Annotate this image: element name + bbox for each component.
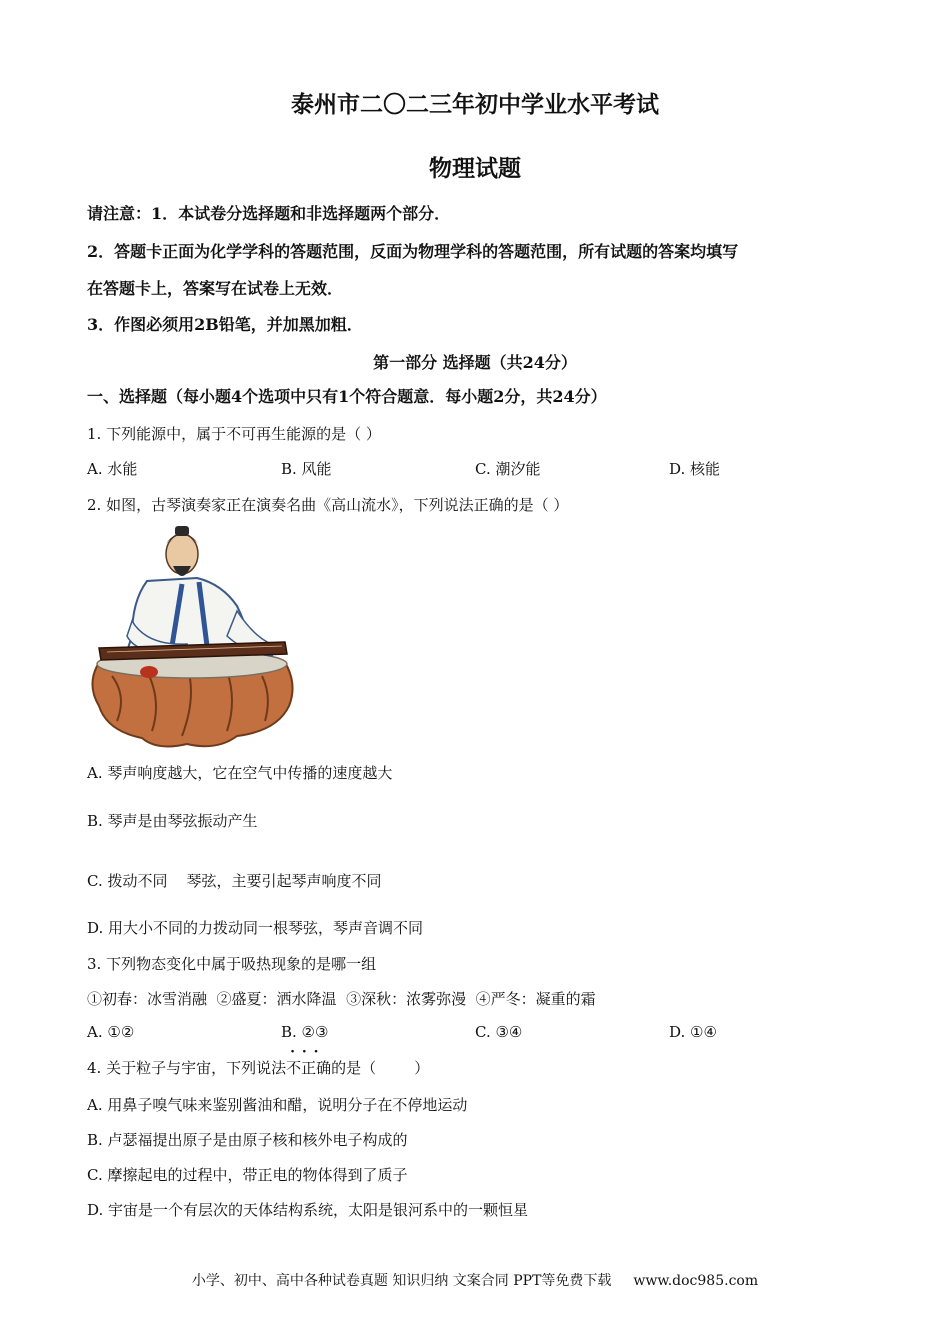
q4-emphasis-not-correct: · · · 不正确 — [286, 1058, 331, 1078]
q4-option-d: D. 宇宙是一个有层次的天体结构系统，太阳是银河系中的一颗恒星 — [87, 1201, 529, 1219]
note-line-3: 在答题卡上，答案写在试卷上无效． — [87, 279, 344, 298]
q2-option-d: D. 用大小不同的力拨动同一根琴弦，琴声音调不同 — [87, 919, 424, 937]
page-footer — [0, 1270, 950, 1290]
q1-option-a: A. 水能 — [87, 460, 138, 478]
q4-stem — [87, 1058, 429, 1078]
q1-option-b: B. 风能 — [281, 460, 332, 478]
note-line-2: 2．答题卡正面为化学学科的答题范围，反面为物理学科的答题范围，所有试题的答案均填写 — [87, 242, 739, 261]
q4-option-a: A. 用鼻子嗅气味来鉴别酱油和醋，说明分子在不停地运动 — [87, 1096, 468, 1114]
q4-stem-after: 的是（ ） — [331, 1059, 430, 1077]
part-title: 第一部分 选择题（共24分） — [373, 353, 577, 372]
q2-option-b: B. 琴声是由琴弦振动产生 — [87, 812, 258, 830]
q2-option-c: C. 拨动不同 琴弦，主要引起琴声响度不同 — [87, 872, 382, 890]
q3-option-c: C. ③④ — [475, 1023, 523, 1041]
q4-option-b: B. 卢瑟福提出原子是由原子核和核外电子构成的 — [87, 1131, 408, 1149]
q3-option-a: A. ①② — [87, 1023, 135, 1041]
section-title: 一、选择题（每小题4个选项中只有1个符合题意．每小题2分，共24分） — [87, 387, 607, 406]
q1-option-d: D. 核能 — [669, 460, 721, 478]
q4-stem-before: 4. 关于粒子与宇宙，下列说法 — [87, 1059, 287, 1077]
note-line-1: 请注意：1．本试卷分选择题和非选择题两个部分． — [87, 204, 451, 223]
q3-items: ①初春：冰雪消融 ②盛夏：洒水降温 ③深秋：浓雾弥漫 ④严冬：凝重的霜 — [87, 990, 596, 1008]
footer-url[interactable]: www.doc985.com — [633, 1273, 759, 1289]
q4-option-c: C. 摩擦起电的过程中，带正电的物体得到了质子 — [87, 1166, 408, 1184]
q2-option-a: A. 琴声响度越大，它在空气中传播的速度越大 — [87, 764, 393, 782]
guqin-player-illustration — [87, 526, 297, 751]
q3-option-d: D. ①④ — [669, 1023, 717, 1041]
q1-stem: 1. 下列能源中，属于不可再生能源的是（ ） — [87, 425, 381, 443]
exam-subtitle: 物理试题 — [429, 155, 521, 182]
q1-option-c: C. 潮汐能 — [475, 460, 541, 478]
q2-stem: 2. 如图，古琴演奏家正在演奏名曲《高山流水》，下列说法正确的是（ ） — [87, 496, 569, 514]
note-line-4: 3．作图必须用2B铅笔，并加黑加粗． — [87, 315, 363, 334]
q3-stem: 3. 下列物态变化中属于吸热现象的是哪一组 — [87, 955, 377, 973]
q3-option-b: B. ②③ — [281, 1023, 329, 1041]
exam-title: 泰州市二〇二三年初中学业水平考试 — [291, 91, 659, 118]
footer-text: 小学、初中、高中各种试卷真题 知识归纳 文案合同 PPT等免费下载 — [191, 1273, 612, 1289]
